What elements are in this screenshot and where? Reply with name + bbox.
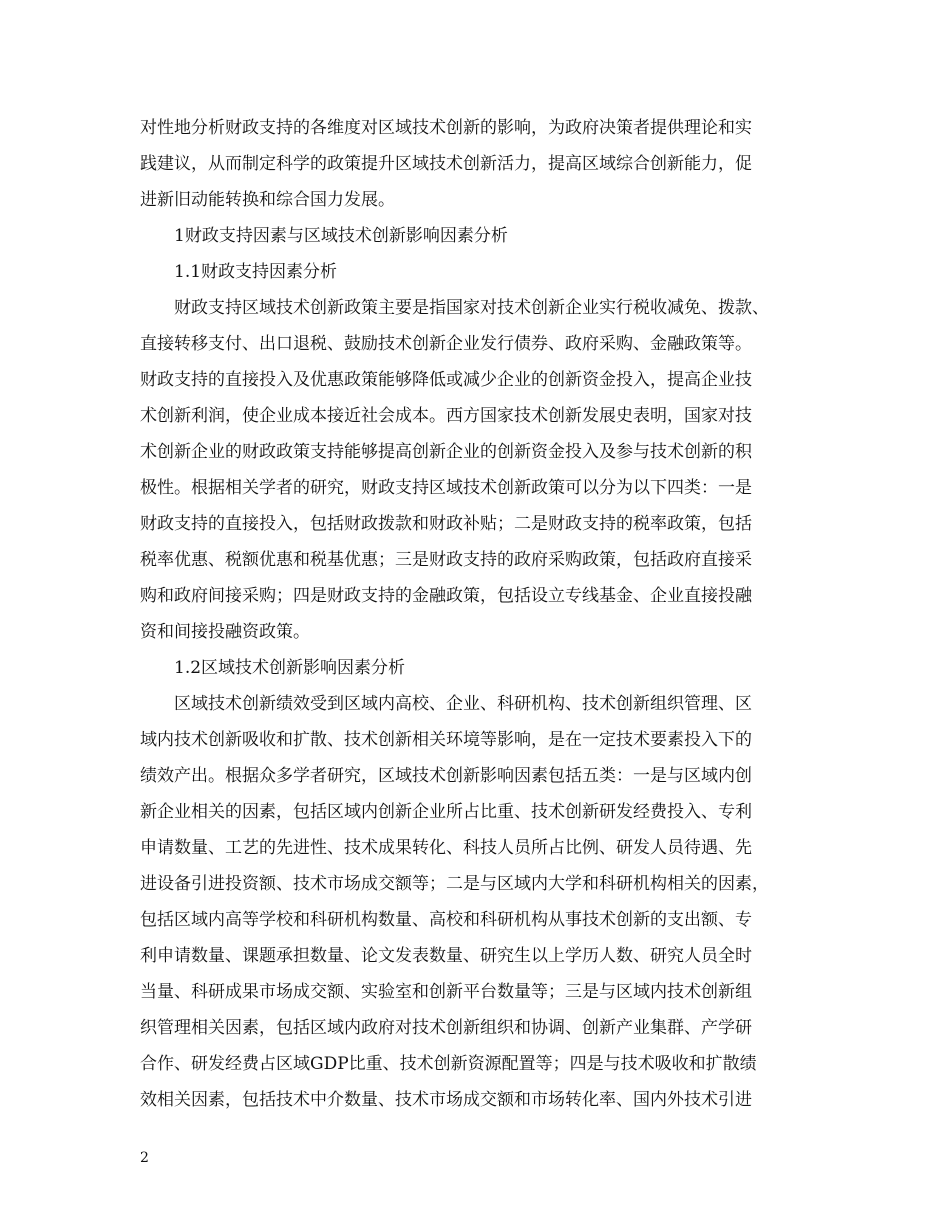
- body-text-line: 进设备引进投资额、技术市场成交额等；二是与区域内大学和科研机构相关的因素，: [140, 874, 769, 894]
- body-text-line: 当量、科研成果市场成交额、实验室和创新平台数量等；三是与区域内技术创新组: [140, 982, 752, 1002]
- body-text-line: 包括区域内高等学校和科研机构数量、高校和科研机构从事技术创新的支出额、专: [140, 910, 752, 930]
- body-text-line: 极性。根据相关学者的研究，财政支持区域技术创新政策可以分为以下四类：一是: [140, 478, 752, 498]
- body-text-line: 资和间接投融资政策。: [140, 622, 310, 642]
- body-text-line: 践建议，从而制定科学的政策提升区域技术创新活力，提高区域综合创新能力，促: [140, 154, 752, 174]
- section-heading: 1财政支持因素与区域技术创新影响因素分析: [174, 226, 508, 246]
- body-text-line: 区域技术创新绩效受到区域内高校、企业、科研机构、技术创新组织管理、区: [174, 694, 752, 714]
- body-text-line: 利申请数量、课题承担数量、论文发表数量、研究生以上学历人数、研究人员全时: [140, 946, 752, 966]
- body-text-line: 域内技术创新吸收和扩散、技术创新相关环境等影响，是在一定技术要素投入下的: [140, 730, 752, 750]
- page-number: 2: [140, 1150, 149, 1166]
- body-text-line: 财政支持的直接投入，包括财政拨款和财政补贴；二是财政支持的税率政策，包括: [140, 514, 752, 534]
- body-text-line: 对性地分析财政支持的各维度对区域技术创新的影响，为政府决策者提供理论和实: [140, 118, 752, 138]
- body-text-line: 术创新企业的财政政策支持能够提高创新企业的创新资金投入及参与技术创新的积: [140, 442, 752, 462]
- body-text-line: 新企业相关的因素，包括区域内创新企业所占比重、技术创新研发经费投入、专利: [140, 802, 752, 822]
- subsection-heading: 1.2区域技术创新影响因素分析: [174, 658, 406, 678]
- body-text-line: 进新旧动能转换和综合国力发展。: [140, 190, 395, 210]
- body-text-line: 申请数量、工艺的先进性、技术成果转化、科技人员所占比例、研发人员待遇、先: [140, 838, 752, 858]
- body-text-line: 合作、研发经费占区域GDP比重、技术创新资源配置等；四是与技术吸收和扩散绩: [140, 1054, 757, 1074]
- body-text-line: 效相关因素，包括技术中介数量、技术市场成交额和市场转化率、国内外技术引进: [140, 1090, 752, 1110]
- body-text-line: 购和政府间接采购；四是财政支持的金融政策，包括设立专线基金、企业直接投融: [140, 586, 752, 606]
- body-text-line: 直接转移支付、出口退税、鼓励技术创新企业发行债券、政府采购、金融政策等。: [140, 334, 752, 354]
- body-text-line: 财政支持区域技术创新政策主要是指国家对技术创新企业实行税收减免、拨款、: [174, 298, 769, 318]
- body-text-line: 税率优惠、税额优惠和税基优惠；三是财政支持的政府采购政策，包括政府直接采: [140, 550, 752, 570]
- body-text-line: 织管理相关因素，包括区域内政府对技术创新组织和协调、创新产业集群、产学研: [140, 1018, 752, 1038]
- body-text-line: 术创新利润，使企业成本接近社会成本。西方国家技术创新发展史表明，国家对技: [140, 406, 752, 426]
- body-text-line: 绩效产出。根据众多学者研究，区域技术创新影响因素包括五类：一是与区域内创: [140, 766, 752, 786]
- body-text-line: 财政支持的直接投入及优惠政策能够降低或减少企业的创新资金投入，提高企业技: [140, 370, 752, 390]
- subsection-heading: 1.1财政支持因素分析: [174, 262, 338, 282]
